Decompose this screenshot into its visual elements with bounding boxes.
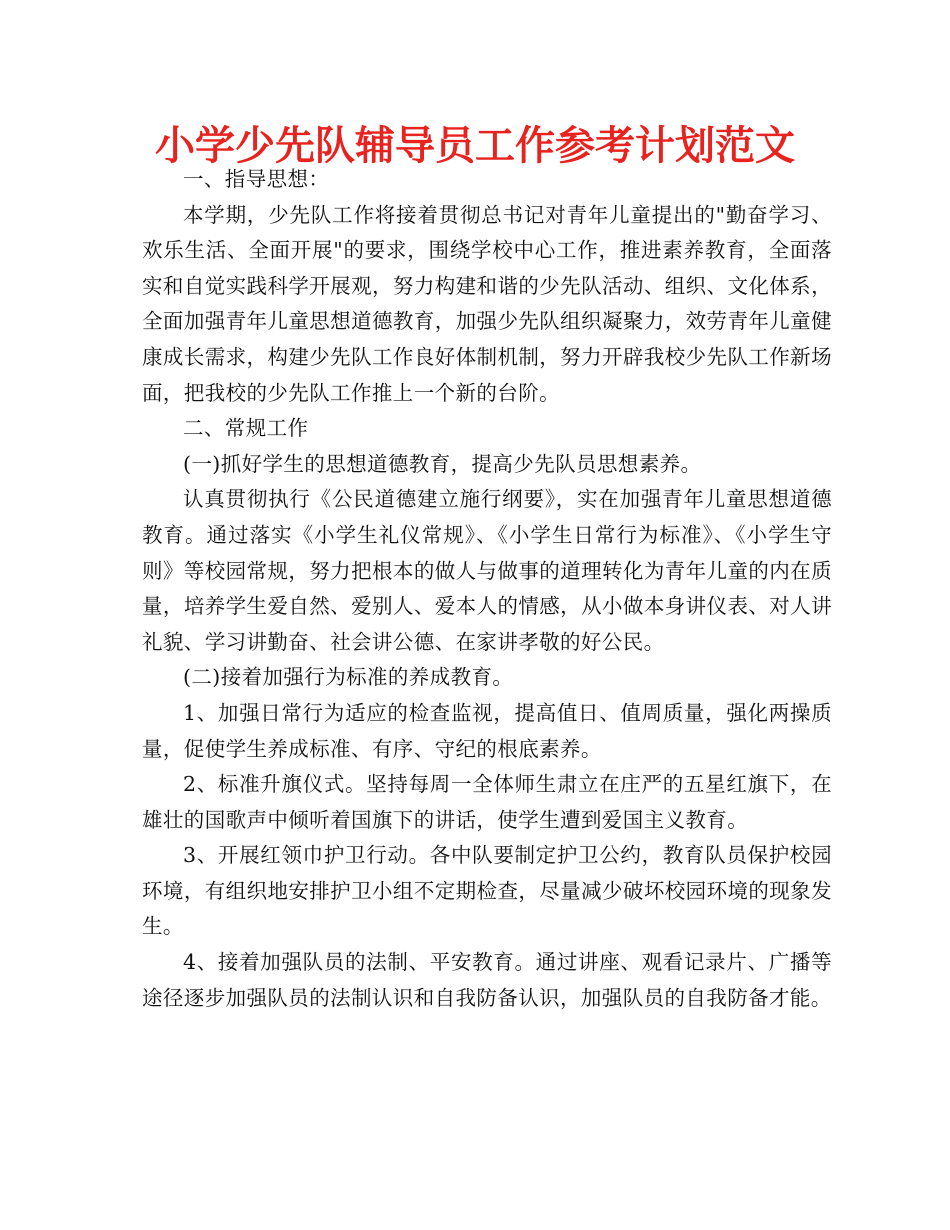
subheading-moral-education: (一)抓好学生的思想道德教育，提高少先队员思想素养。	[183, 451, 702, 476]
list-item-4: 4、接着加强队员的法制、平安教育。通过讲座、观看记录片、广播等途径逐步加强队员的法制认识和自我防备认识，加强队员的自我防备才能。	[142, 950, 832, 1010]
list-item-2: 2、标准升旗仪式。坚持每周一全体师生肃立在庄严的五星红旗下，在雄壮的国歌声中倾听着国旗下的讲话，使学生遭到爱国主义教育。	[142, 772, 832, 832]
paragraph-semester-intro: 本学期，少先队工作将接着贯彻总书记对青年儿童提出的"勤奋学习、欢乐生活、全面开展"的要求，围绕学校中心工作，推进素养教育，全面落实和自觉实践科学开展观，努力构建和谐的少先队活动、组织、文化体系，全面加强青年儿童思想道德教育，加强少先队组织凝聚力，效劳青年儿童健康成长需求，构建少先队工作良好体制机制，努力开辟我校少先队工作新场面，把我校的少先队工作推上一个新的台阶。	[142, 202, 832, 405]
list-item-3: 3、开展红领巾护卫行动。各中队要制定护卫公约，教育队员保护校园环境，有组织地安排护卫小组不定期检查，尽量减少破坏校园环境的现象发生。	[142, 843, 832, 939]
heading-guiding-ideology: 一、指导思想：	[183, 167, 330, 191]
subheading-behavior-standards: (二)接着加强行为标准的养成教育。	[183, 665, 514, 690]
paragraph-moral-education: 认真贯彻执行《公民道德建立施行纲要》，实在加强青年儿童思想道德教育。通过落实《小学生礼仪常规》、《小学生日常行为标准》、《小学生守则》等校园常规，努力把根本的做人与做事的道理转化为青年儿童的内在质量，培养学生爱自然、爱别人、爱本人的情感，从小做本身讲仪表、对人讲礼貌、学习讲勤奋、社会讲公德、在家讲孝敬的好公民。	[142, 487, 832, 654]
document-title: 小学少先队辅导员工作参考计划范文	[155, 123, 795, 169]
heading-routine-work: 二、常规工作	[183, 416, 309, 441]
list-item-1: 1、加强日常行为适应的检查监视，提高值日、值周质量，强化两操质量，促使学生养成标准、有序、守纪的根底素养。	[142, 700, 832, 761]
document-body	[142, 162, 832, 1016]
